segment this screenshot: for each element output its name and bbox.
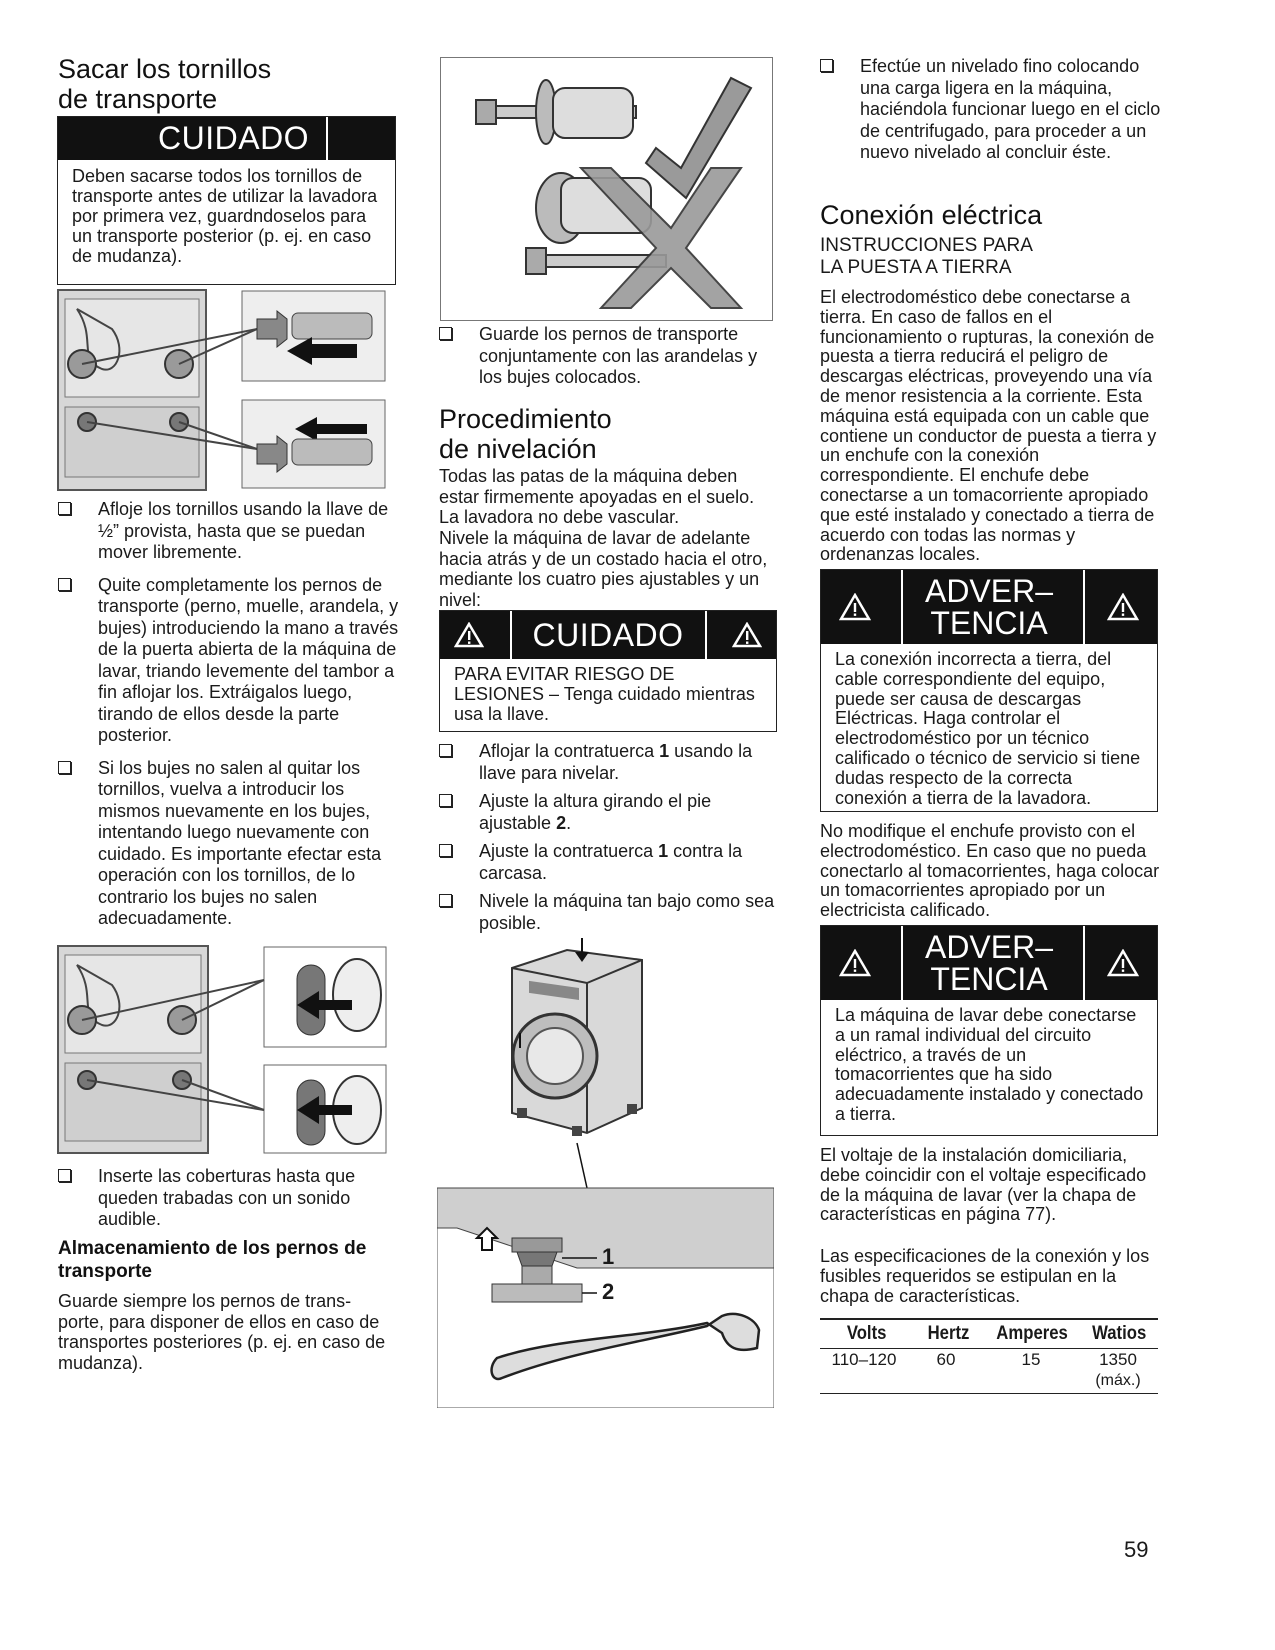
table-cell: 1350: [1099, 1349, 1137, 1369]
table-header: Watios: [1092, 1322, 1147, 1344]
title-line: de nivelación: [439, 434, 597, 464]
bullet-fine-leveling: [820, 56, 1165, 164]
storage-heading: Almacenamiento de los pernos de transporte: [58, 1238, 367, 1282]
bullet-text: Inserte las coberturas hasta que queden trabadas con un sonido audible.: [98, 1166, 356, 1229]
grounding-subheading: [820, 235, 1160, 279]
figure-stored-bolts: [440, 57, 773, 321]
step-number: 2: [556, 812, 567, 833]
subheading-line: INSTRUCCIONES PARA: [820, 235, 1033, 256]
list-item: [439, 324, 784, 389]
warning-triangle-icon: [732, 622, 762, 648]
insert-covers-illustration: [57, 945, 388, 1155]
warning-divider: [1083, 570, 1085, 644]
warning-text: La máquina de lavar debe conectarse a un ramal individual del circuito eléctrico, a través de un tomacorrientes que ha sido adecuadamente instalado y conectado a tierra.: [835, 1005, 1144, 1124]
figure-insert-covers: [57, 945, 388, 1155]
table-note-row: [820, 1371, 1158, 1391]
step-text: Aflojar la contratuerca: [479, 741, 660, 761]
title-line: de transporte: [58, 84, 218, 114]
caution-text: PARA EVITAR RIESGO DE LESIONES – Tenga cuidado mientras usa la llave.: [454, 664, 755, 724]
warning-title-line: TENCIA: [930, 961, 1048, 997]
table-row: [820, 1349, 1158, 1371]
warning-title-line: ADVER–: [924, 929, 1054, 965]
callout-label-locknut: 1: [602, 1244, 615, 1269]
caution-title: CUIDADO: [532, 616, 684, 653]
callout-label-foot: 2: [602, 1279, 615, 1304]
step-number: 1: [659, 741, 670, 761]
warning-divider: [901, 570, 903, 644]
grounding-paragraph: El electrodoméstico debe conectarse a tierra. En caso de fallos en el funcionamiento o rupturas, la conexión de puesta a tierra reducirá el peligro de descargas eléctricas, proveyendo una vía de menor resistencia a la corriente. Esta máquina está equipada con un cable que contiene un conductor de puesta a tierra y un enchufe con la conexión correspondiente. El enchufe debe conectarse a un tomacorriente apropiado que esté instalado y conectado a tierra de acuerdo con todas las normas y ordenanzas locales.: [820, 287, 1157, 565]
bullet-store-bolts: [439, 324, 784, 389]
warning-box-circuit: [820, 925, 1158, 1136]
caution-title: CUIDADO: [158, 120, 310, 156]
warning-triangle-icon: [454, 622, 484, 648]
step-text: Nivele la máquina tan bajo como sea posible.: [479, 891, 775, 933]
checkbox-bullet-icon: [58, 578, 71, 591]
section-title-electrical: [820, 200, 1160, 230]
divider: [326, 117, 328, 160]
checkbox-bullet-icon: [439, 744, 452, 757]
warning-triangle-icon: [839, 949, 871, 977]
figure-washer-leveling: [437, 938, 774, 1408]
storage-paragraph: Guarde siempre los pernos de trans- porte, para disponer de ellos en caso de transportes posteriores (p. ej. en caso de mudanza).: [58, 1291, 386, 1373]
warning-divider: [1083, 926, 1085, 1000]
warning-box-grounding: [820, 569, 1158, 812]
table-header: Volts: [846, 1322, 887, 1344]
caution-divider: [705, 611, 707, 659]
figure-rear-screws: [57, 289, 388, 491]
leveling-steps: [439, 741, 784, 934]
checkbox-bullet-icon: [439, 844, 452, 857]
warning-triangle-icon: [1107, 949, 1139, 977]
table-note: (máx.): [1095, 1371, 1141, 1389]
warning-triangle-icon: [839, 593, 871, 621]
leveling-paragraph-2: Nivele la máquina de lavar de adelante hacia atrás y de un costado hacia el otro, mediante los cuatro pies ajustables y un nivel:: [439, 528, 768, 610]
step-text: usando la llave para nivelar.: [479, 741, 753, 783]
checkbox-bullet-icon: [58, 761, 71, 774]
list-item: [439, 741, 784, 784]
checkbox-bullet-icon: [820, 59, 833, 72]
table-cell: 15: [1021, 1349, 1041, 1369]
warning-title-line: ADVER–: [924, 573, 1054, 609]
checkbox-bullet-icon: [58, 1169, 71, 1182]
checkbox-bullet-icon: [439, 794, 452, 807]
caution-box-transport: [57, 116, 396, 285]
warning-text: La conexión incorrecta a tierra, del cable correspondiente del equipo, puede ser causa de descargas Eléctricas. Haga controlar el electrodoméstico por un técnico calificado o técnico de servicio si tiene dudas respecto de la correcta conexión a tierra de la lavadora.: [835, 649, 1141, 808]
step-text: contra la carcasa.: [479, 841, 743, 883]
table-bottom-rule: [820, 1393, 1158, 1395]
voltage-paragraph: El voltaje de la instalación domiciliaria, debe coincidir con el voltaje especificado de la máquina de lavar (ver la chapa de características en página 77).: [820, 1145, 1147, 1225]
step-text: Ajuste la contratuerca: [479, 841, 659, 861]
title-line: Sacar los tornillos: [58, 54, 272, 84]
warning-title: [925, 931, 1053, 995]
table-cell: 110–120: [831, 1349, 897, 1369]
warning-title-line: TENCIA: [930, 605, 1048, 641]
title-text: Conexión eléctrica: [820, 200, 1043, 230]
caution-box-wrench: [439, 610, 777, 732]
step-text: Ajuste la altura girando el pie ajustable: [479, 791, 712, 833]
table-header: Amperes: [996, 1322, 1068, 1344]
stored-bolts-illustration: [441, 58, 772, 320]
step-text: .: [566, 812, 572, 833]
list-item: [58, 499, 406, 564]
list-item: [439, 791, 784, 834]
list-item: [58, 758, 406, 930]
bullet-text: Efectúe un nivelado fino colocando una carga ligera en la máquina, haciéndola funcionar luego en el ciclo de centrifugado, para proceder a un nuevo nivelado al concluir éste.: [860, 56, 1161, 162]
list-item: [439, 841, 784, 884]
caution-divider: [510, 611, 512, 659]
leveling-paragraph-1: Todas las patas de la máquina deben estar firmemente apoyadas en el suelo. La lavadora no debe vascular.: [439, 466, 755, 527]
bullet-text: Si los bujes no salen al quitar los tornillos, vuelva a introducir los mismos nuevamente en los bujes, intentando luego nuevamente con cuidado. Es importante efectar esta operación con los tornillos, de lo contrario los bujes no salen adecuadamente.: [98, 757, 382, 928]
step-number: 1: [658, 841, 669, 861]
rear-screws-illustration: [57, 289, 388, 491]
checkbox-bullet-icon: [439, 894, 452, 907]
checkbox-bullet-icon: [58, 502, 71, 515]
warning-divider: [901, 926, 903, 1000]
bullet-text: Afloje los tornillos usando la llave de ½” provista, hasta que se puedan mover libremente.: [98, 499, 389, 562]
bullet-list-col1: [58, 499, 406, 930]
page-number: 59: [1124, 1537, 1149, 1562]
warning-title: [925, 575, 1053, 639]
table-header-row: [820, 1320, 1158, 1348]
title-line: Procedimiento: [439, 404, 612, 434]
warning-triangle-icon: [1107, 593, 1139, 621]
list-item: [58, 575, 406, 747]
bullet-text: Guarde los pernos de transporte conjuntamente con las arandelas y los bujes colocados.: [479, 324, 758, 387]
fuse-paragraph: Las especificaciones de la conexión y los fusibles requeridos se estipulan en la chapa de características.: [820, 1246, 1150, 1306]
table-header: Hertz: [927, 1322, 970, 1344]
section-title-leveling: [439, 404, 779, 464]
subheading-line: LA PUESTA A TIERRA: [820, 257, 1012, 278]
caution-text: Deben sacarse todos los tornillos de transporte antes de utilizar la lavadora por primera vez, guardndoselos para un transporte posterior (p. ej. en caso de mudanza).: [72, 166, 378, 266]
electrical-spec-table: [820, 1318, 1158, 1394]
list-item: [58, 1166, 406, 1231]
table-cell: 60: [936, 1349, 956, 1369]
section-title-transport-screws: [58, 54, 398, 114]
bullet-insert-covers: [58, 1166, 406, 1231]
list-item: [820, 56, 1165, 164]
bullet-text: Quite completamente los pernos de transporte (perno, muelle, arandela, y bujes) introduciendo la mano a través de la puerta abierta de la máquina de lavar, triando levemente del tambor a fin aflojar los. Extráigalos luego, tirando de ellos desde la parte posterior.: [98, 574, 399, 745]
list-item: [439, 891, 784, 934]
plug-paragraph: No modifique el enchufe provisto con el electrodoméstico. En caso que no pueda conectarlo al tomacorrientes, haga colocar un tomacorrientes apropiado por un electricista calificado.: [820, 821, 1160, 921]
washer-leveling-illustration: [437, 938, 774, 1408]
checkbox-bullet-icon: [439, 327, 452, 340]
